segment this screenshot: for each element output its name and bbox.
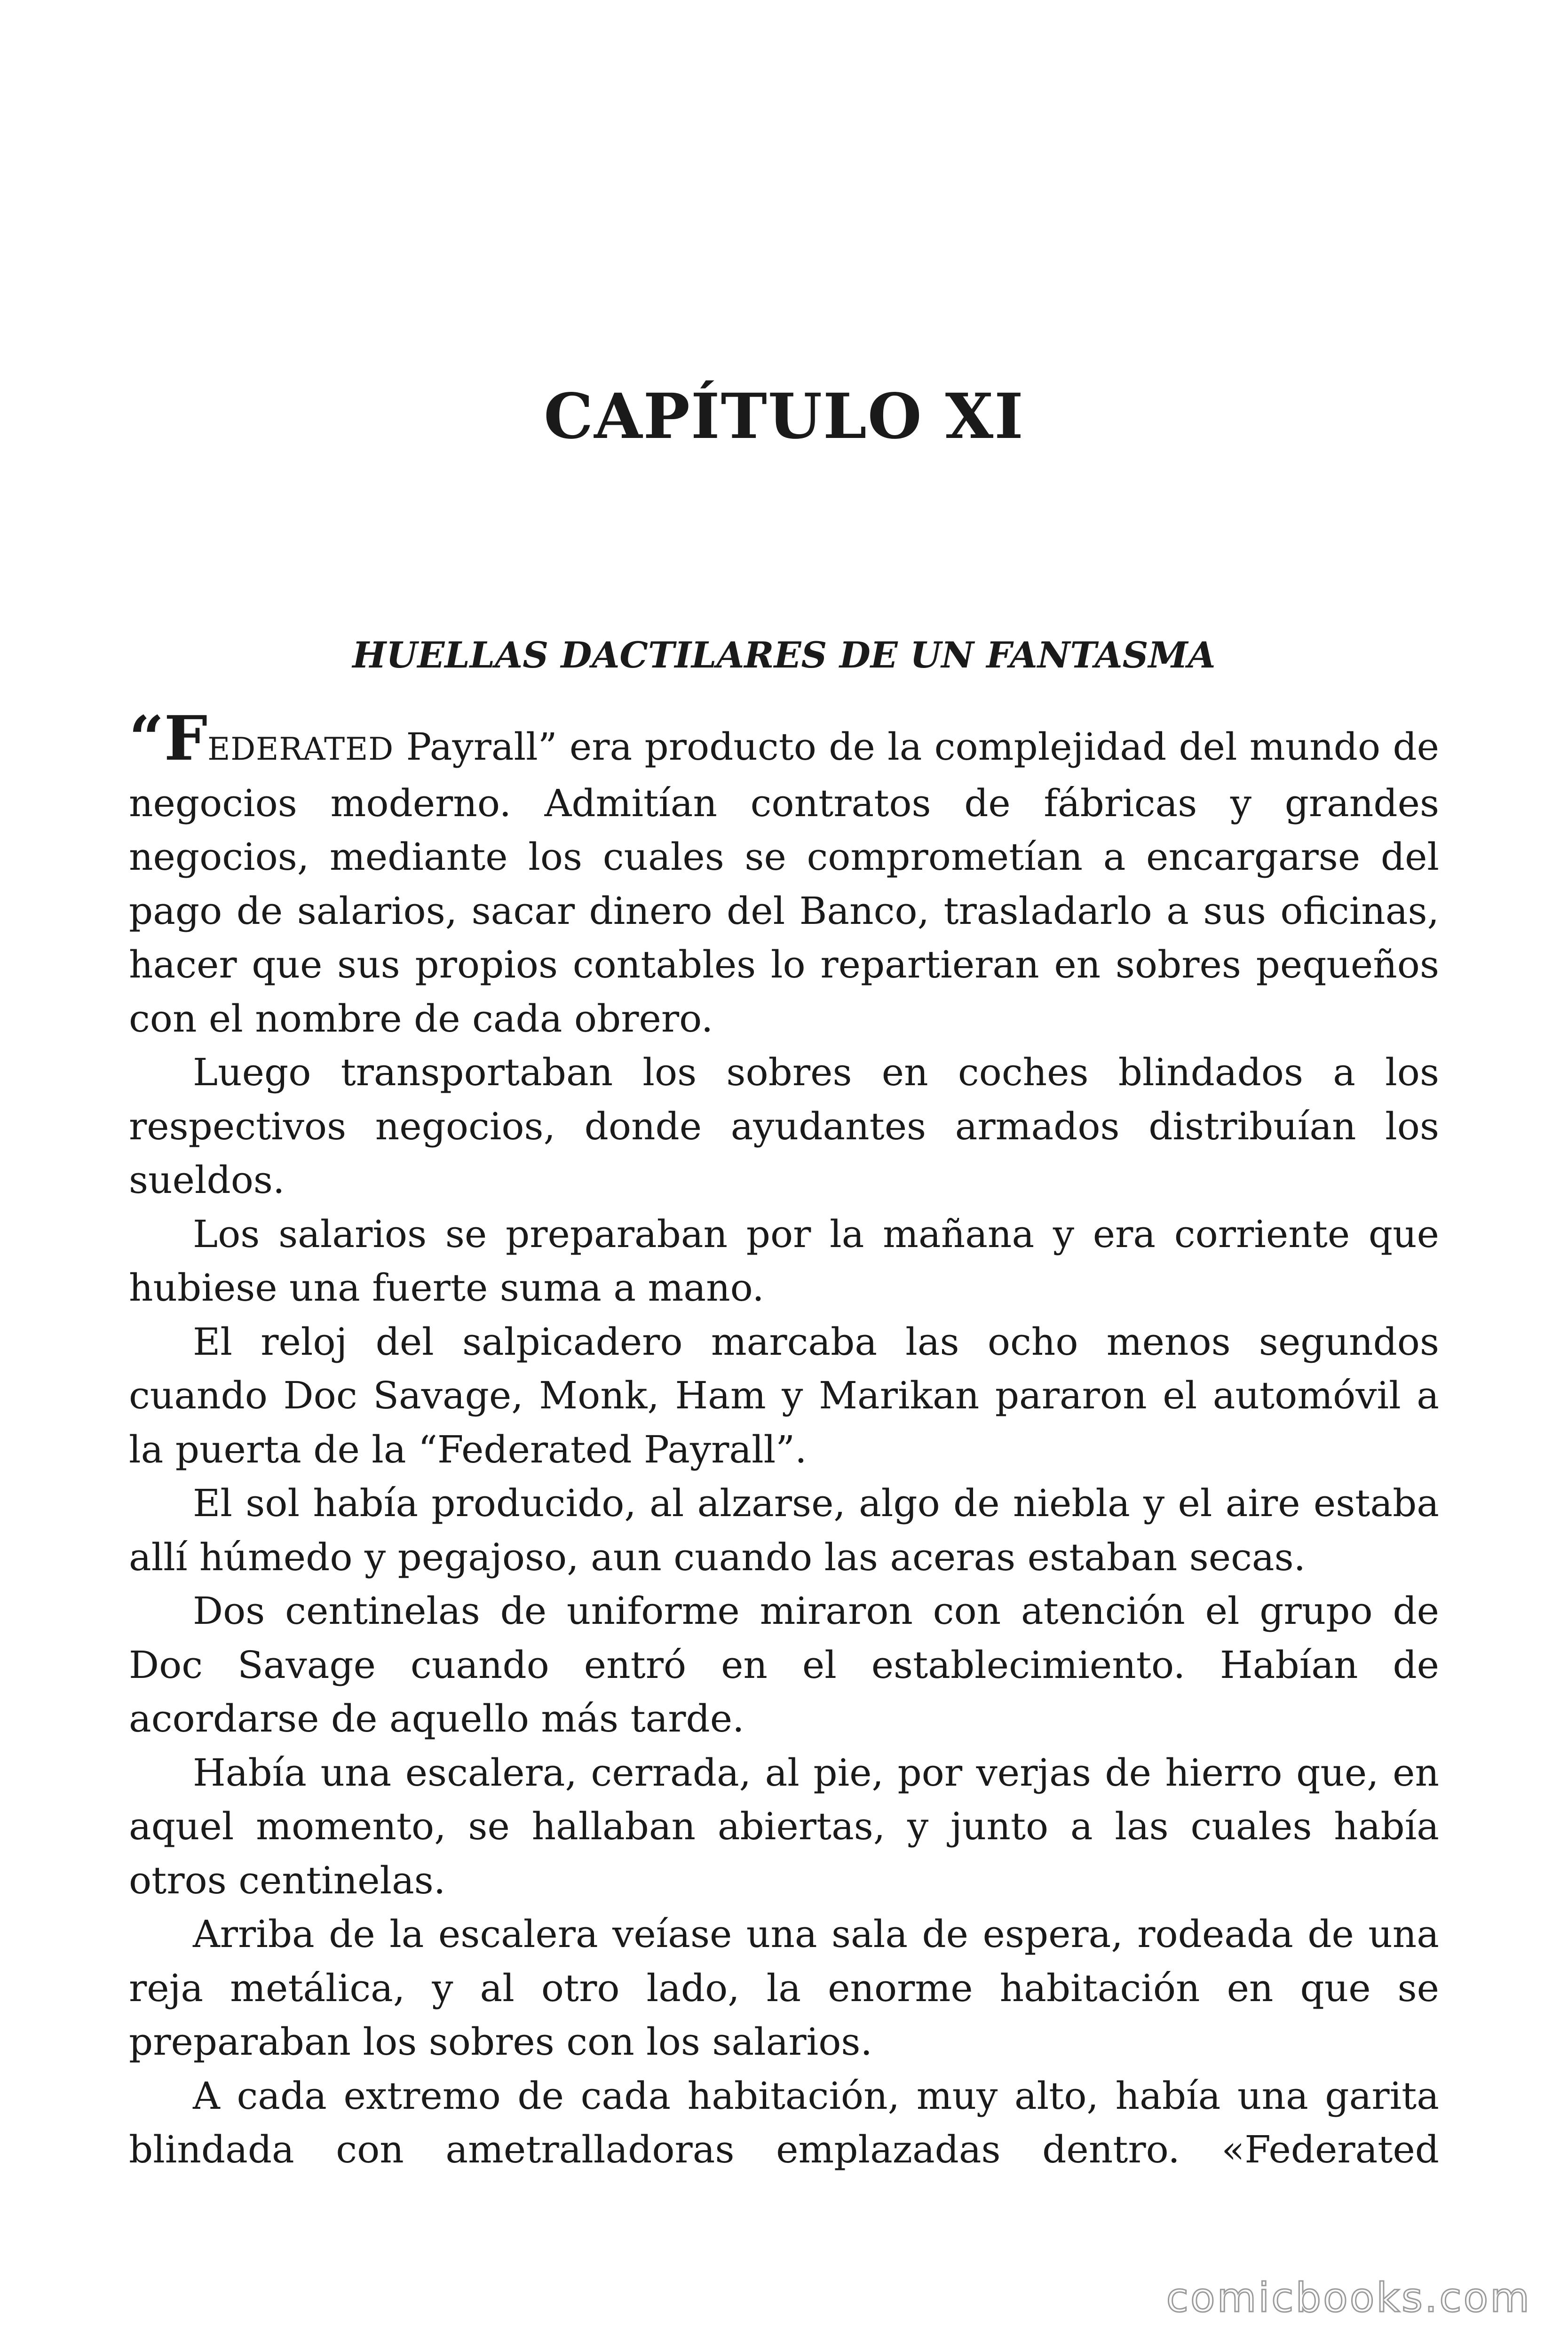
paragraph-5: El sol había producido, al alzarse, algo de niebla y el aire estaba allí húmedo y pegajoso, aun cuando las aceras estaban secas. [129, 1481, 1439, 1579]
paragraph-2: Luego transportaban los sobres en coches blindados a los respectivos negocios, donde ayudantes armados distribuían los sueldos. [129, 1050, 1439, 1202]
watermark: comicbooks.com [1166, 2274, 1531, 2321]
small-caps-word: EDERATED [207, 731, 394, 767]
paragraph-4: El reloj del salpicadero marcaba las ocho menos segundos cuando Doc Savage, Monk, Ham y Marikan pararon el automóvil a la puerta de la “Federated Payrall”. [129, 1319, 1439, 1471]
paragraph-9: A cada extremo de cada habitación, muy alto, había una garita blindada con ametralladoras emplazadas dentro. «Federated [129, 2074, 1439, 2171]
paragraph-6: Dos centinelas de uniforme miraron con atención el grupo de Doc Savage cuando entró en el establecimiento. Habían de acordarse de aquello más tarde. [129, 1589, 1439, 1740]
paragraph-1 [129, 702, 1439, 1046]
paragraph-7: Había una escalera, cerrada, al pie, por verjas de hierro que, en aquel momento, se hallaban abiertas, y junto a las cuales había otros centinelas. [129, 1750, 1439, 1902]
drop-cap-letter: F [164, 702, 208, 774]
paragraph-8: Arriba de la escalera veíase una sala de espera, rodeada de una reja metálica, y al otro lado, la enorme habitación en que se preparaban los sobres con los salarios. [129, 1912, 1439, 2064]
chapter-subtitle: HUELLAS DACTILARES DE UN FANTASMA [352, 634, 1216, 676]
paragraph-1-text: Payrall” era producto de la complejidad del mundo de negocios moderno. Admitían contratos de fábricas y grandes negocios, mediante los cuales se comprometían a encargarse del pago de salarios, sacar dinero del Banco, trasladarlo a sus oficinas, hacer que sus propios contables lo repartieran en sobres pequeños con el nombre de cada obrero. [129, 725, 1439, 1041]
chapter-title: CAPÍTULO XI [544, 380, 1024, 453]
paragraph-3: Los salarios se preparaban por la mañana y era corriente que hubiese una fuerte suma a mano. [129, 1212, 1439, 1310]
opening-quote: “ [129, 702, 164, 774]
chapter-body [129, 702, 1439, 2177]
